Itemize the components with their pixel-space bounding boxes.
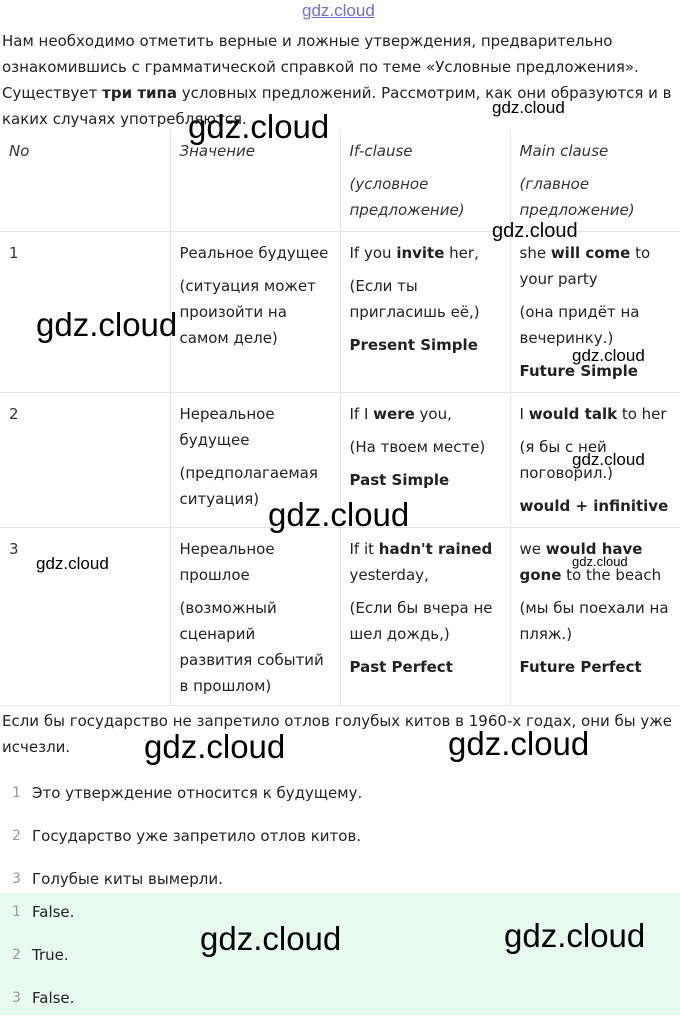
statement-text: Голубые киты вымерли. [32,870,223,888]
answer-text: True. [32,946,69,964]
intro-paragraph-2-start: Существует [2,84,103,102]
watermark: gdz.cloud [572,346,645,365]
statement-text: Государство уже запретило отлов китов. [32,827,362,845]
statement-number: 2 [12,828,21,844]
answer-number: 1 [12,904,21,920]
answer-text: False. [32,989,75,1007]
watermark: gdz.cloud [572,450,645,469]
statements-list [0,778,680,907]
header-main-clause: Main clause (главное предложение) [510,130,680,231]
if-clause-cell: If I were you, (На твоем месте) Past Simple [340,392,510,527]
header-no: No [0,130,170,231]
header-if-clause: If-clause (условное предложение) [340,130,510,231]
conditionals-table [0,130,680,706]
watermark: gdz.cloud [268,496,410,533]
watermark: gdz.cloud [144,728,286,765]
header-meaning: Значение [170,130,340,231]
watermark: gdz.cloud [200,920,342,957]
if-clause-cell: If it hadn't rained yesterday, (Если бы вчера не шел дождь,) Past Perfect [340,527,510,705]
watermark: gdz.cloud [492,98,565,117]
watermark: gdz.cloud [36,554,109,573]
watermark: gdz.cloud [572,554,628,569]
answer-text: False. [32,903,75,921]
answer-number: 3 [12,990,21,1006]
meaning-cell: Реальное будущее (ситуация может произойти на самом деле) [170,231,340,392]
row-number: 2 [0,392,170,527]
intro-paragraph-2-end: условных предложений. Рассмотрим, как они образуются и в каких случаях употребляются. [2,84,672,128]
meaning-cell: Нереальное прошлое (возможный сценарий развития событий в прошлом) [170,527,340,705]
main-clause-cell: I would talk to her (я бы с ней поговорил.) would + infinitive [510,392,680,527]
statement-text: Это утверждение относится к будущему. [32,784,363,802]
answer-number: 2 [12,947,21,963]
row-number: 1 [0,231,170,392]
meaning-cell: Нереальное будущее (предполагаемая ситуация) [170,392,340,527]
list-item [0,778,680,821]
watermark: gdz.cloud [36,306,178,343]
task-sentence: Если бы государство не запретило отлов голубых китов в 1960-х годах, они бы уже исчезли. [2,712,673,756]
statement-number: 1 [12,785,21,801]
statement-number: 3 [12,871,21,887]
main-clause-cell: she will come to your party (она придёт на вечеринку.) Future Simple [510,231,680,392]
list-item [0,983,680,1026]
table-header-row [0,130,680,231]
intro-paragraph-1: Нам необходимо отметить верные и ложные утверждения, предварительно ознакомившись с грамматической справкой по теме «Условные предложения». [2,32,639,76]
intro-text [2,28,677,132]
if-clause-cell: If you invite her, (Если ты пригласишь её,) Present Simple [340,231,510,392]
watermark: gdz.cloud [188,108,330,145]
list-item [0,821,680,864]
watermark: gdz.cloud [448,725,590,762]
top-watermark[interactable]: gdz.cloud [302,1,375,20]
watermark: gdz.cloud [492,220,578,242]
watermark: gdz.cloud [504,917,646,954]
main-clause-cell: we would have gone to the beach (мы бы поехали на пляж.) Future Perfect [510,527,680,705]
intro-bold-three-types: три типа [102,84,178,102]
row-number: 3 [0,527,170,705]
